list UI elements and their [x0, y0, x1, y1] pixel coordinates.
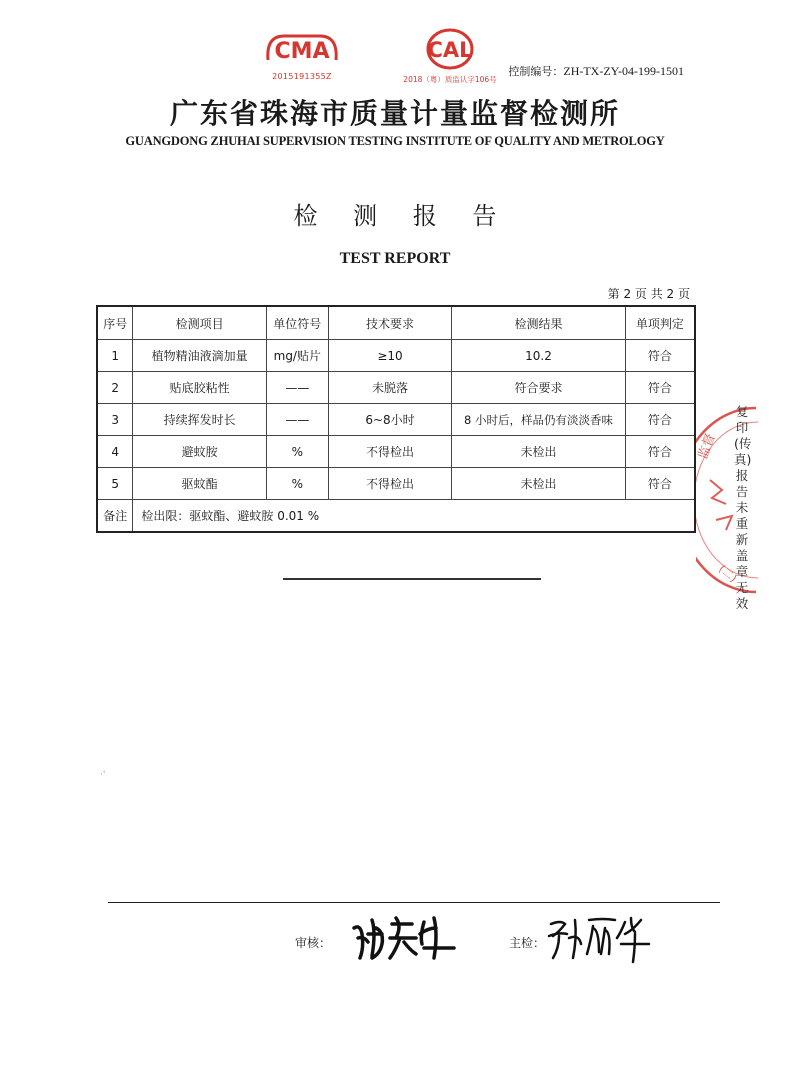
- cell-verdict: 符合: [625, 468, 695, 500]
- cell-requirement: ≥10: [328, 340, 452, 372]
- table-row: [97, 436, 695, 468]
- cell-unit: %: [266, 468, 328, 500]
- svg-text:监督: 监督: [696, 431, 719, 462]
- cell-item: 避蚊胺: [133, 436, 266, 468]
- scan-mark: ·': [100, 770, 106, 780]
- copy-invalid-notice: 复印(传真)报告未重新盖章无效: [734, 404, 752, 611]
- cell-unit: ——: [266, 372, 328, 404]
- header-unit: 单位符号: [266, 306, 328, 340]
- header-requirement: 技术要求: [328, 306, 452, 340]
- cell-unit: mg/贴片: [266, 340, 328, 372]
- report-title-cn: 检 测 报 告: [293, 202, 511, 230]
- cell-result: 10.2: [452, 340, 625, 372]
- end-divider: [283, 578, 541, 580]
- cell-no: 3: [97, 404, 133, 436]
- cell-verdict: 符合: [625, 436, 695, 468]
- cell-unit: ——: [266, 404, 328, 436]
- cell-result: 未检出: [452, 436, 625, 468]
- cell-item: 持续挥发时长: [133, 404, 266, 436]
- header-result: 检测结果: [452, 306, 625, 340]
- header-no: 序号: [97, 306, 133, 340]
- cma-mark-icon: [262, 30, 342, 66]
- cell-item: 驱蚊酯: [133, 468, 266, 500]
- cell-item: 植物精油液滴加量: [133, 340, 266, 372]
- cell-unit: %: [266, 436, 328, 468]
- signature-line: [108, 902, 720, 903]
- reviewer-signature: [350, 908, 460, 966]
- note-label: 备注: [97, 500, 133, 533]
- test-results-table: [96, 305, 696, 533]
- cell-no: 1: [97, 340, 133, 372]
- institute-name-cn: 广东省珠海市质量计量监督检测所: [169, 97, 620, 130]
- table-row: [97, 468, 695, 500]
- cell-requirement: 不得检出: [328, 468, 452, 500]
- cell-no: 2: [97, 372, 133, 404]
- control-number-label: 控制编号：: [508, 65, 564, 78]
- header-verdict: 单项判定: [625, 306, 695, 340]
- cell-result: 未检出: [452, 468, 625, 500]
- cal-mark-text: CAL: [427, 38, 473, 62]
- cell-requirement: 未脱落: [328, 372, 452, 404]
- control-number: [508, 63, 684, 79]
- cell-verdict: 符合: [625, 372, 695, 404]
- inspector-signature: [545, 908, 655, 966]
- reviewer-label: 审核：: [295, 936, 332, 950]
- cell-verdict: 符合: [625, 340, 695, 372]
- cell-requirement: 不得检出: [328, 436, 452, 468]
- cell-result: 8 小时后，样品仍有淡淡香味: [452, 404, 625, 436]
- cma-cert-number: 2015191355Z: [272, 72, 332, 81]
- inspector-label: 主检：: [509, 936, 546, 950]
- table-row: [97, 404, 695, 436]
- table-header-row: [97, 306, 695, 340]
- cal-cert-number: 2018（粤）质监认字106号: [403, 75, 497, 84]
- cell-result: 符合要求: [452, 372, 625, 404]
- cal-logo: [398, 28, 502, 84]
- institute-name-en: GUANGDONG ZHUHAI SUPERVISION TESTING INSTITUTE OF QUALITY AND METROLOGY: [125, 134, 665, 148]
- control-number-value: ZH-TX-ZY-04-199-1501: [563, 64, 684, 78]
- table-row: [97, 340, 695, 372]
- cell-requirement: 6~8小时: [328, 404, 452, 436]
- cma-logo: [262, 30, 342, 84]
- cal-mark-icon: [398, 28, 502, 70]
- header-item: 检测项目: [133, 306, 266, 340]
- table-row: [97, 372, 695, 404]
- cell-no: 5: [97, 468, 133, 500]
- page-info: 第 2 页 共 2 页: [607, 287, 690, 301]
- cell-verdict: 符合: [625, 404, 695, 436]
- svg-text:(二): (二): [716, 562, 740, 585]
- cell-item: 贴底胶粘性: [133, 372, 266, 404]
- note-text: 检出限：驱蚊酯、避蚊胺 0.01 %: [133, 500, 695, 533]
- report-title-en: TEST REPORT: [339, 250, 451, 267]
- table-note-row: [97, 500, 695, 533]
- cell-no: 4: [97, 436, 133, 468]
- cma-mark-text: CMA: [274, 39, 330, 64]
